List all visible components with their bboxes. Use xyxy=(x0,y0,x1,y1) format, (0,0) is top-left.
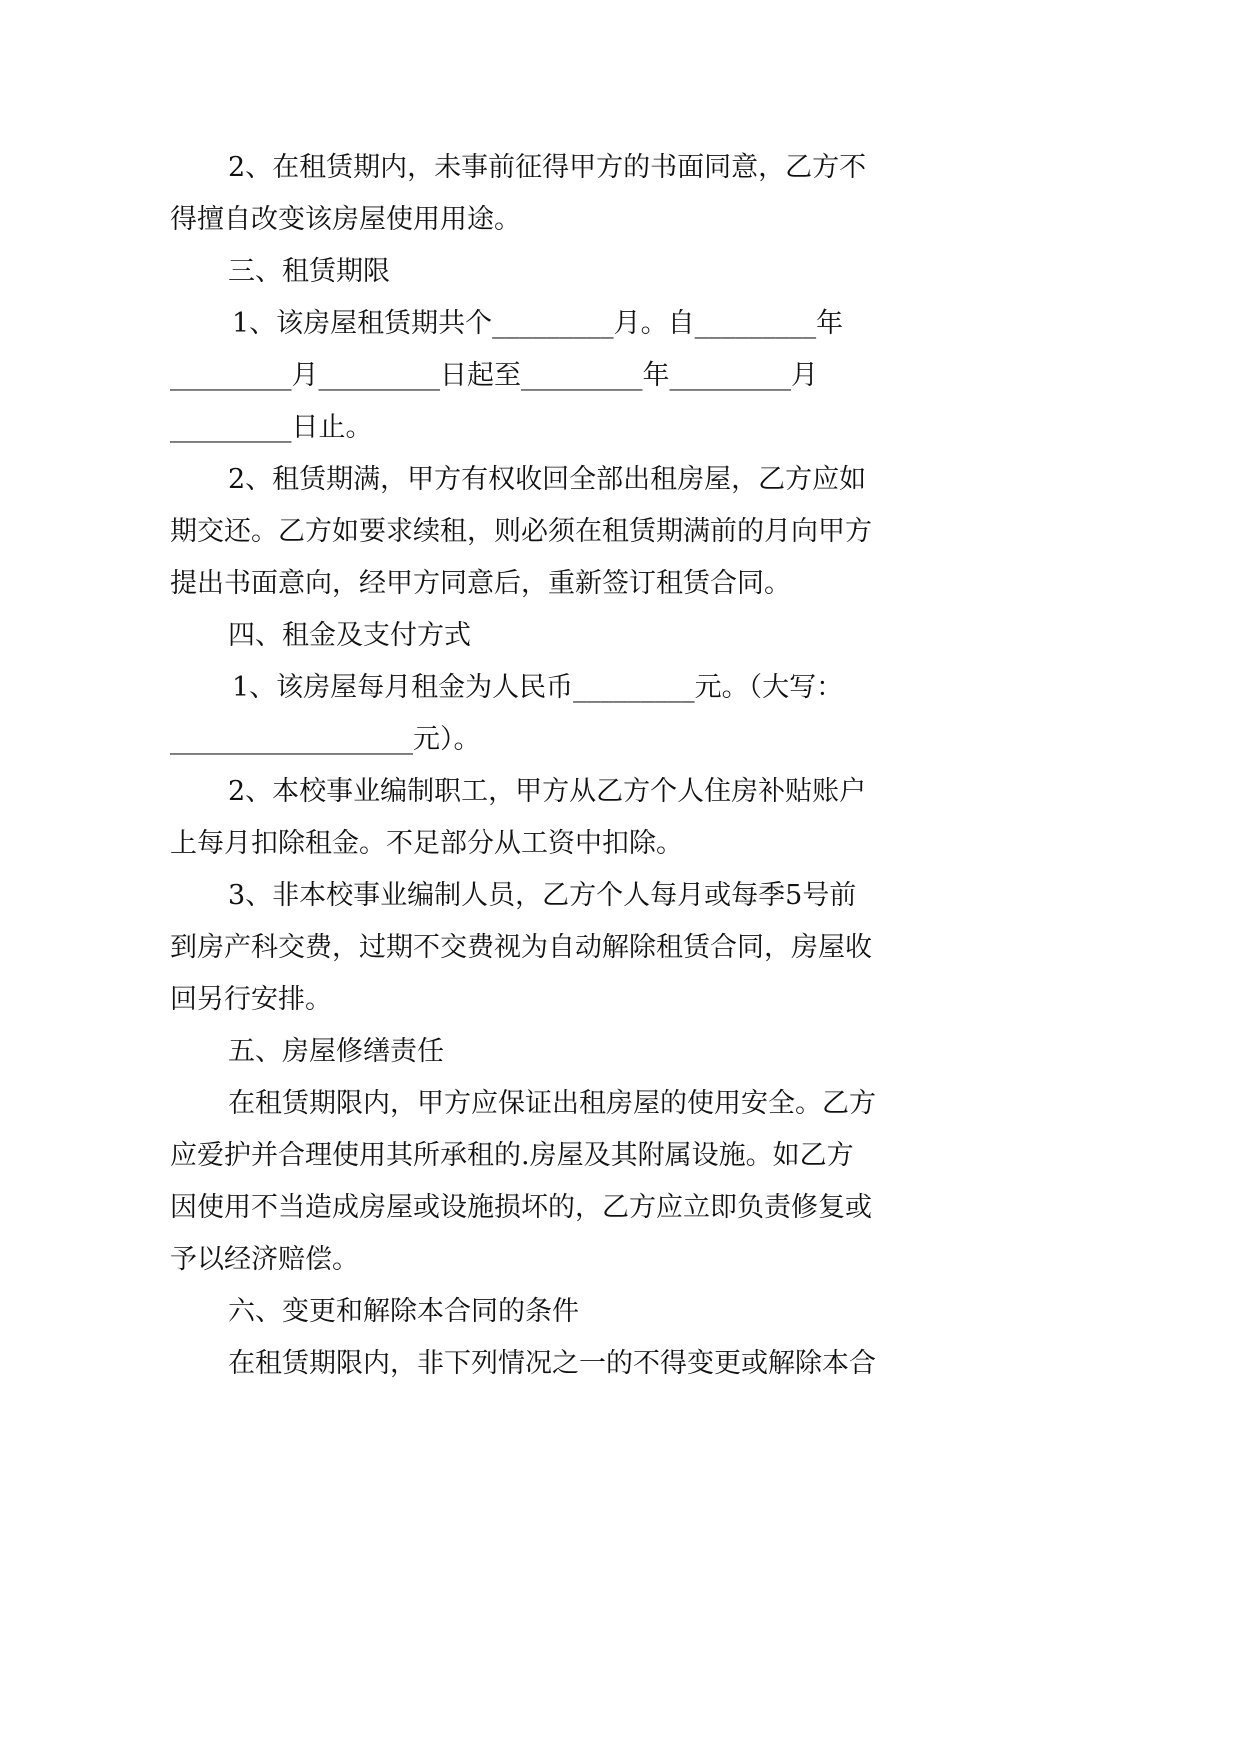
section-heading: 六、变更和解除本合同的条件 xyxy=(228,1296,579,1327)
clause-line: 因使用不当造成房屋或设施损坏的，乙方应立即负责修复或 xyxy=(170,1192,872,1223)
section-heading: 四、租金及支付方式 xyxy=(228,620,471,651)
clause-line: __________________元）。 xyxy=(170,724,481,755)
clause-line: 到房产科交费，过期不交费视为自动解除租赁合同，房屋收 xyxy=(170,932,872,963)
clause-line: _________月_________日起至_________年_________月 xyxy=(170,360,818,391)
clause-line: 2、本校事业编制职工，甲方从乙方个人住房补贴账户 xyxy=(228,776,867,807)
clause-line: 得擅自改变该房屋使用用途。 xyxy=(170,204,521,235)
section-heading: 五、房屋修缮责任 xyxy=(228,1036,444,1067)
clause-line: 1、该房屋租赁期共个_________月。自_________年 xyxy=(232,308,844,339)
clause-line: 应爱护并合理使用其所承租的.房屋及其附属设施。如乙方 xyxy=(170,1140,854,1171)
clause-line: 在租赁期限内，非下列情况之一的不得变更或解除本合 xyxy=(228,1348,876,1379)
clause-line: 1、该房屋每月租金为人民币_________元。（大写： xyxy=(232,672,844,703)
clause-line: 提出书面意向，经甲方同意后，重新签订租赁合同。 xyxy=(170,568,791,599)
clause-line: 在租赁期限内，甲方应保证出租房屋的使用安全。乙方 xyxy=(228,1088,876,1119)
clause-line: 2、租赁期满，甲方有权收回全部出租房屋，乙方应如 xyxy=(228,464,867,495)
clause-line: 3、非本校事业编制人员，乙方个人每月或每季5号前 xyxy=(228,880,857,911)
clause-line: 2、在租赁期内，未事前征得甲方的书面同意，乙方不 xyxy=(228,152,867,183)
clause-line: 回另行安排。 xyxy=(170,984,332,1015)
section-heading: 三、租赁期限 xyxy=(228,256,390,287)
clause-line: 上每月扣除租金。不足部分从工资中扣除。 xyxy=(170,828,683,859)
clause-line: 期交还。乙方如要求续租，则必须在租赁期满前的月向甲方 xyxy=(170,516,872,547)
clause-line: 予以经济赔偿。 xyxy=(170,1244,359,1275)
clause-line: _________日止。 xyxy=(170,412,373,443)
